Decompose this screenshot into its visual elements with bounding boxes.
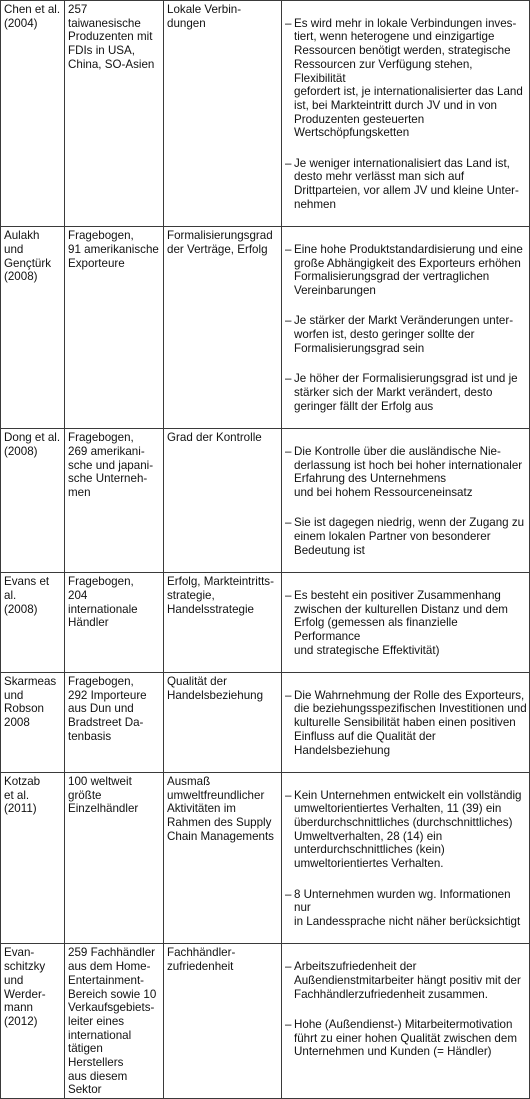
bullet-dash: – [285,1017,292,1031]
studies-table-body [1,1,530,1099]
topic-cell: Erfolg, Markteintritts- strategie, Handelsstrategie [164,573,282,673]
bullet-dash: – [285,156,292,170]
findings-cell [282,227,530,429]
sample-cell: 259 Fachhändler aus dem Home- Entertainment- Bereich sowie 10 Verkaufsgebiets- leiter eines international tätigen Herstellers aus diesem Sektor [65,944,164,1099]
finding-text: Sie ist dagegen niedrig, wenn der Zugang zu einem lokalen Partner von besonderer Bedeutung ist [294,516,525,557]
finding-item [285,314,527,355]
topic-cell: Grad der Kontrolle [164,429,282,573]
finding-text: Es besteht ein positiver Zusammenhang zwischen der kulturellen Distanz und dem Erfolg (gemessen als finanzielle Performance und strategische Effektivität) [294,588,508,657]
table-row [1,1,530,227]
topic-cell: Qualität der Handelsbeziehung [164,673,282,773]
findings-cell [282,1,530,227]
table-row [1,944,530,1099]
findings-cell [282,573,530,673]
topic-cell: Lokale Verbin- dungen [164,1,282,227]
finding-text: Eine hohe Produktstandardisierung und eine große Abhängigkeit des Exporteurs erhöhen Formalisierungsgrad der vertraglichen Vereinbarungen [294,242,523,298]
finding-item [285,888,527,929]
finding-item [285,589,527,658]
table-row [1,227,530,429]
finding-item [285,157,527,212]
findings-cell [282,429,530,573]
author-cell: Skarmeas und Robson 2008 [1,673,65,773]
finding-text: 8 Unternehmen wurden wg. Informationen nur in Landessprache nicht näher berücksichtigt [294,887,521,928]
topic-cell: Fachhändler- zufriedenheit [164,944,282,1099]
sample-cell: 257 taiwanesische Produzenten mit FDIs in USA, China, SO-Asien [65,1,164,227]
sample-cell: Fragebogen, 204 internationale Händler [65,573,164,673]
finding-text: Die Wahrnehmung der Rolle des Exporteurs, die beziehungsspezifischen Investitionen und kulturelle Sensibilität haben einen positiven Einfluss auf die Qualität der Handelsbeziehung [294,688,527,757]
table-row [1,772,530,943]
finding-text: Die Kontrolle über die ausländische Nie- derlassung ist hoch bei hoher internationaler Erfahrung des Unternehmens und bei hohem Ressourceneinsatz [294,444,523,499]
finding-text: Hohe (Außendienst-) Mitarbeitermotivation führt zu einer hohen Qualität zwischen dem Unternehmen und Kunden (= Händler) [294,1017,517,1059]
finding-item [285,17,527,140]
finding-item [285,960,527,1001]
finding-item [285,516,527,557]
bullet-dash: – [285,516,292,530]
finding-item [285,1018,527,1059]
bullet-dash: – [285,242,292,256]
sample-cell: Fragebogen, 292 Importeure aus Dun und Bradstreet Da- tenbasis [65,673,164,773]
author-cell: Evans et al. (2008) [1,573,65,673]
finding-item [285,789,527,871]
bullet-dash: – [285,960,292,974]
sample-cell: 100 weltweit größte Einzelhändler [65,772,164,943]
bullet-dash: – [285,314,292,328]
finding-item [285,372,527,413]
finding-text: Arbeitszufriedenheit der Außendienstmitarbeiter hängt positiv mit der Fachhändlerzufriedenheit zusammen. [294,960,521,1001]
sample-cell: Fragebogen, 269 amerikani- sche und japani- sche Unterneh- men [65,429,164,573]
finding-text: Je stärker der Markt Veränderungen unter- worfen ist, desto geringer sollte der Formalisierungsgrad sein [294,314,514,355]
bullet-dash: – [285,688,292,702]
bullet-dash: – [285,444,292,458]
finding-item [285,689,527,758]
findings-cell [282,944,530,1099]
table-row [1,673,530,773]
finding-text: Je höher der Formalisierungsgrad ist und je stärker sich der Markt verändert, desto geringer fällt der Erfolg aus [294,372,518,413]
finding-item [285,243,527,298]
bullet-dash: – [285,16,292,30]
topic-cell: Ausmaß umweltfreundlicher Aktivitäten im Rahmen des Supply Chain Managements [164,772,282,943]
table-row [1,573,530,673]
author-cell: Dong et al. (2008) [1,429,65,573]
author-cell: Aulakh und Gençtürk (2008) [1,227,65,429]
sample-cell: Fragebogen, 91 amerikanische Exporteure [65,227,164,429]
author-cell: Chen et al. (2004) [1,1,65,227]
finding-item [285,445,527,500]
bullet-dash: – [285,887,292,901]
findings-cell [282,772,530,943]
bullet-dash: – [285,788,292,802]
bullet-dash: – [285,372,292,386]
finding-text: Es wird mehr in lokale Verbindungen inves- tiert, wenn heterogene und einzigartige Ressourcen benötigt werden, strategische Ressourcen zur Verfügung stehen, Flexibilität gefordert ist, je internationalisierter das Land ist, bei Markteintritt durch JV und in von Produzenten gesteuerten Wertschöpfungsketten [294,16,523,140]
findings-cell [282,673,530,773]
author-cell: Kotzab et al. (2011) [1,772,65,943]
author-cell: Evan- schitzky und Werder- mann (2012) [1,944,65,1099]
table-row [1,429,530,573]
topic-cell: Formalisierungsgrad der Verträge, Erfolg [164,227,282,429]
finding-text: Kein Unternehmen entwickelt ein vollständig umweltorientiertes Verhalten, 11 (39) ein überdurchschnittliches (durchschnittliches) Umweltverhalten, 28 (14) ein unterdurchschnittliches (kein) umweltorientiertes Verhalten. [294,788,522,871]
finding-text: Je weniger internationalisiert das Land ist, desto mehr verlässt man sich auf Drittparteien, vor allem JV und kleine Unter- nehmen [294,156,519,211]
bullet-dash: – [285,588,292,602]
